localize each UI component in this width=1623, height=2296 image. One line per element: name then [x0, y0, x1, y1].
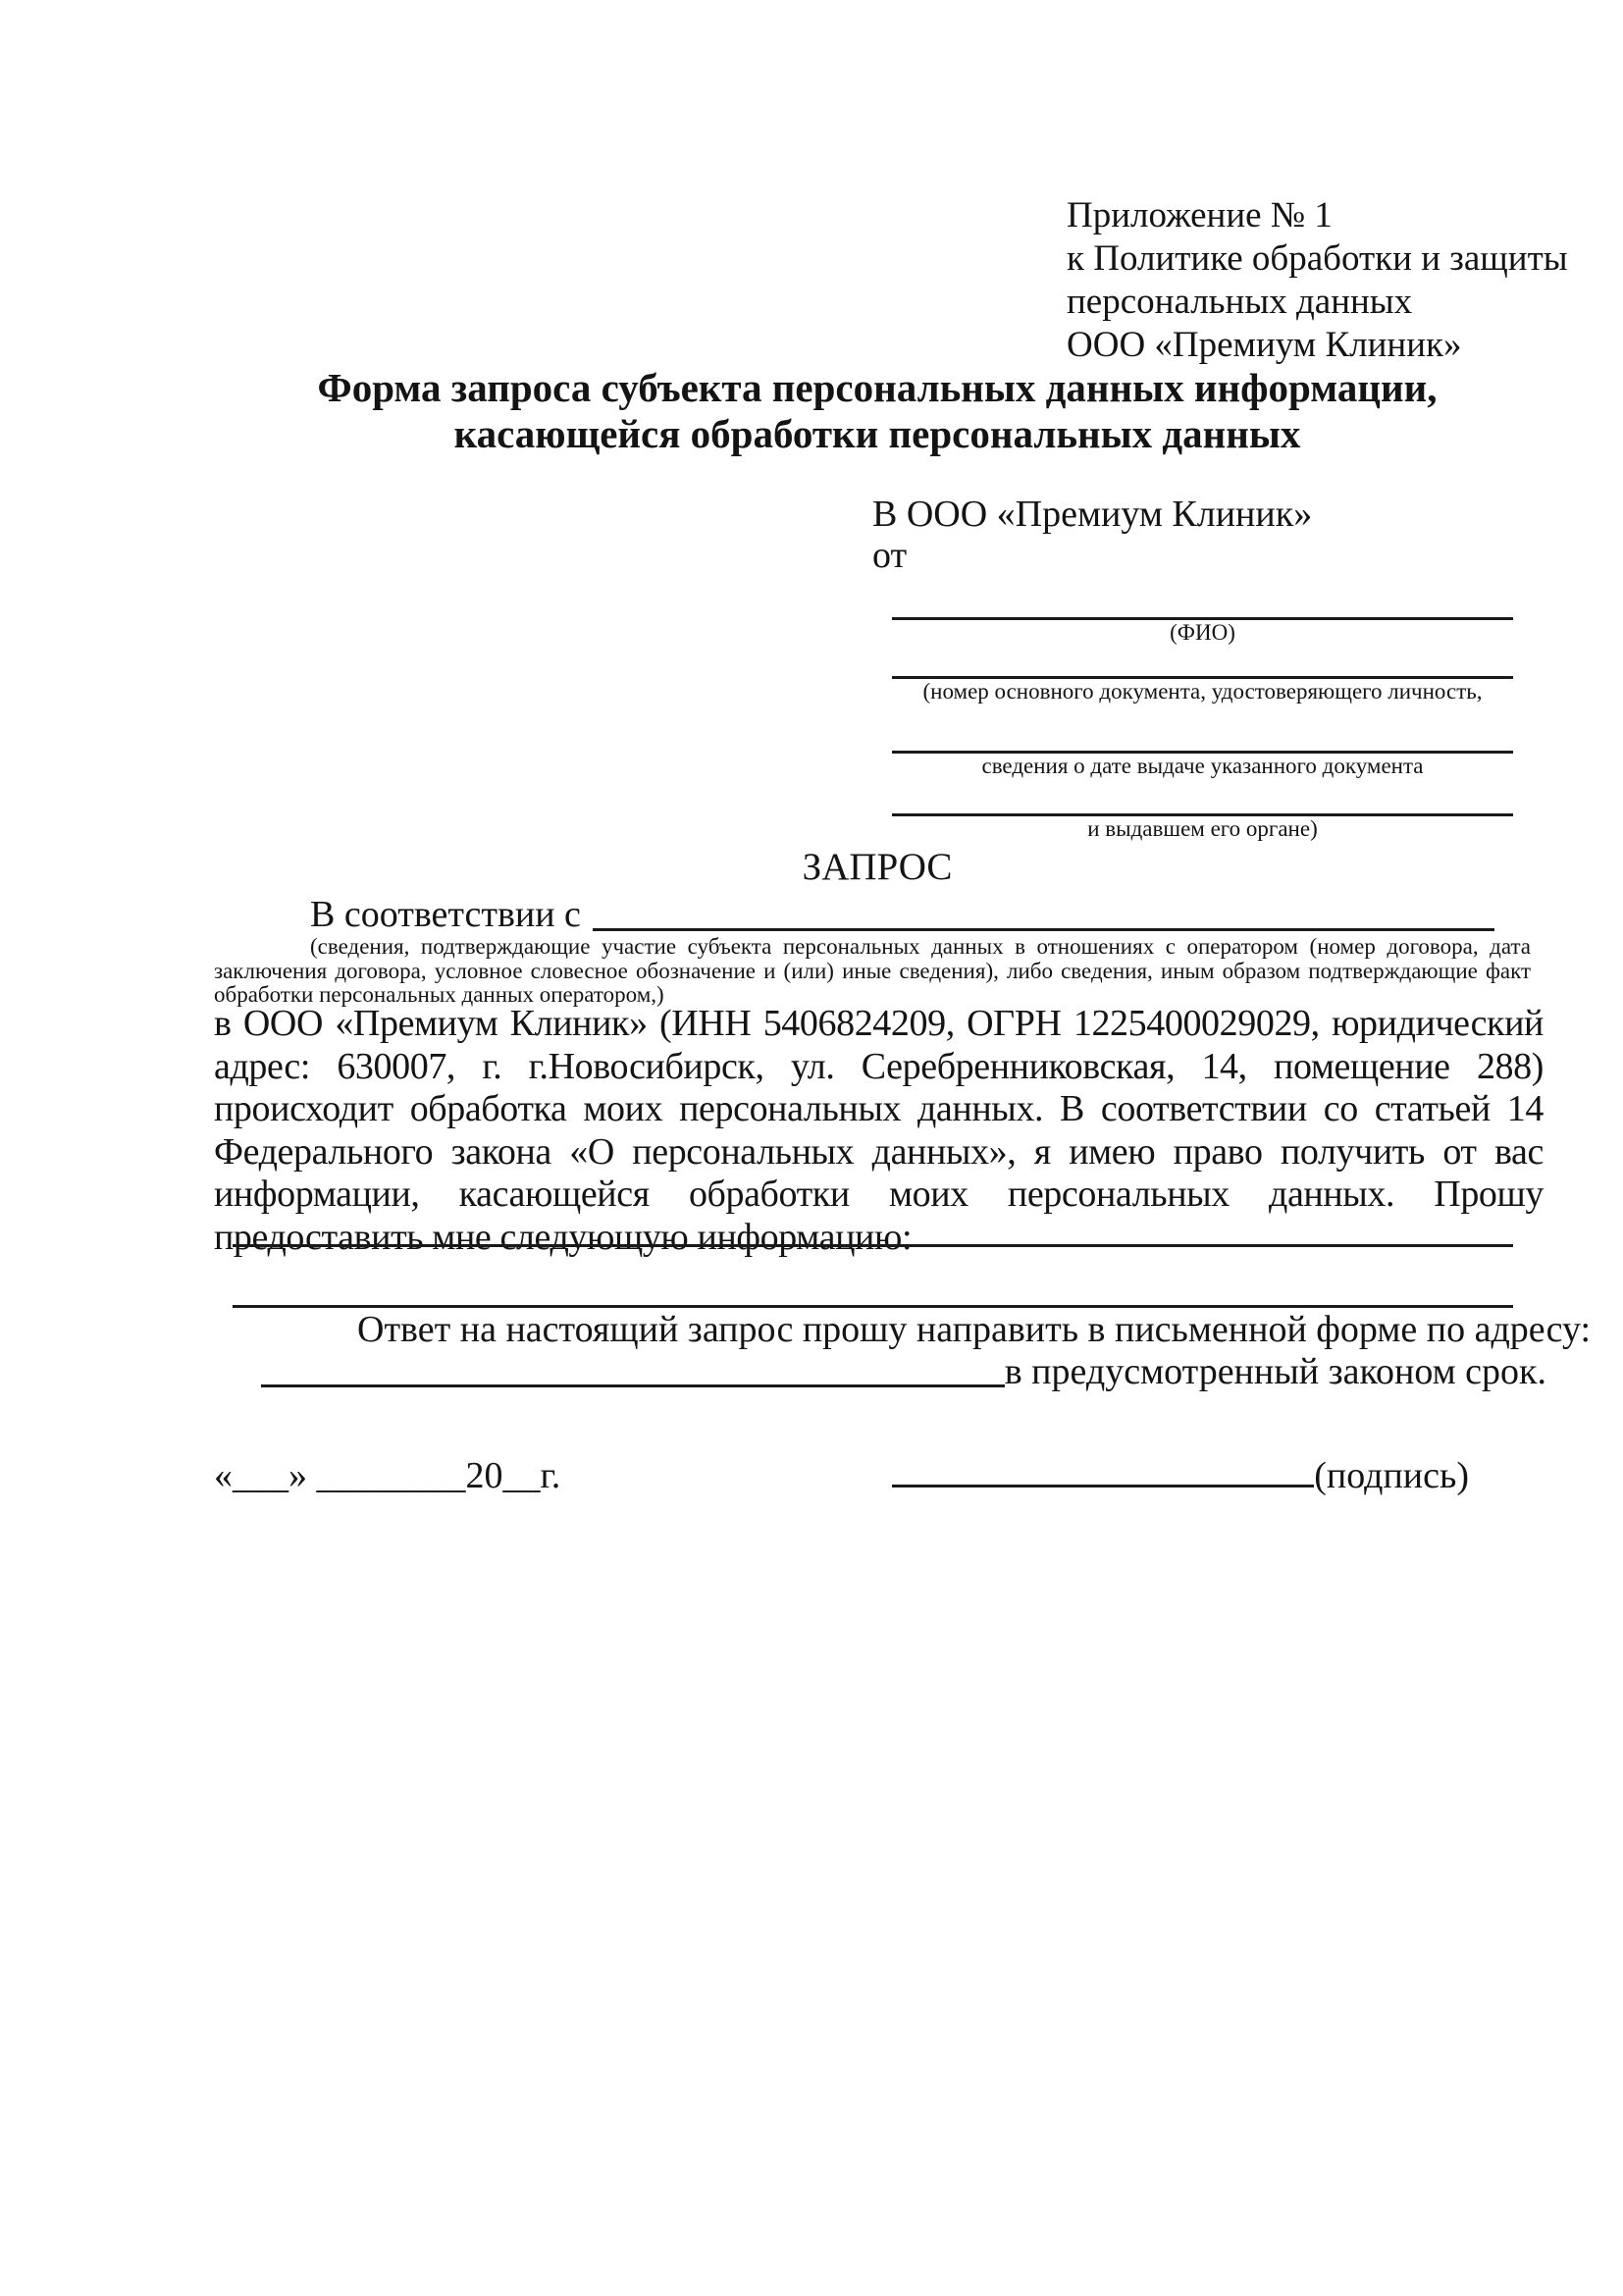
signature-caption: (подпись): [1314, 1455, 1469, 1496]
appendix-line: к Политике обработки и защиты: [1067, 238, 1568, 279]
basis-prefix: В соответствии с: [310, 894, 581, 935]
doc-date-blank-line[interactable]: [892, 704, 1513, 754]
reply-address-row: [261, 1351, 1546, 1393]
doc-issuer-caption: и выдавшем его органе): [1087, 816, 1318, 841]
signature-row: [214, 1454, 1469, 1497]
reply-line: Ответ на настоящий запрос прошу направить в письменной форме по адресу:: [357, 1309, 1592, 1350]
page-title-line-2: касающейся обработки персональных данных: [453, 411, 1301, 456]
appendix-line: ООО «Премиум Клиник»: [1067, 325, 1462, 365]
info-blank-line-2[interactable]: [233, 1305, 1513, 1308]
basis-caption: (сведения, подтверждающие участие субъекта персональных данных в отношениях с оператором (номер договора, дата заключения договора, условное словесное обозначение и (или) иные сведения), либо сведения, иным образом подтверждающие факт обработки персональных данных оператором,): [214, 934, 1531, 1007]
basis-row: [214, 893, 1494, 936]
reply-suffix: в предусмотренный законом срок.: [1004, 1351, 1546, 1392]
addressee-block: [872, 494, 1513, 842]
request-body-paragraph: в ООО «Премиум Клиник» (ИНН 5406824209, ОГРН 1225400029029, юридический адрес: 630007, г. г.Новосибирск, ул. Серебренниковская, 14, помещение 288) происходит обработка моих персональных данных. В соответствии со статьей 14 Федерального закона «О персональных данных», я имею право получить от вас информации, касающейся обработки моих персональных данных. Прошу предоставить мне следующую информацию:: [214, 1003, 1544, 1258]
reply-paragraph: [261, 1309, 1592, 1393]
appendix-line: Приложение № 1: [1067, 195, 1333, 235]
page-title: [214, 365, 1541, 457]
addressee-from-label: от: [872, 535, 908, 576]
page-title-line-1: Форма запроса субъекта персональных данных информации,: [317, 365, 1438, 410]
doc-issuer-blank-line[interactable]: [892, 779, 1513, 816]
doc-date-caption: сведения о дате выдаче указанного документа: [981, 754, 1424, 778]
signature-blank-line[interactable]: [892, 1455, 1314, 1487]
request-heading: ЗАПРОС: [802, 846, 953, 888]
appendix-block: [1067, 194, 1568, 367]
reply-address-blank-line[interactable]: [261, 1384, 1005, 1387]
fio-blank-line[interactable]: [892, 576, 1513, 620]
fio-caption: (ФИО): [1170, 620, 1235, 645]
date-field[interactable]: «___» ________20__г.: [214, 1455, 561, 1496]
signature-group: [892, 1454, 1469, 1497]
doc-number-caption: (номер основного документа, удостоверяющего личность,: [922, 679, 1483, 704]
doc-number-blank-line[interactable]: [892, 646, 1513, 679]
info-blank-line-1[interactable]: [233, 1244, 1513, 1247]
addressee-to: В ООО «Премиум Клиник»: [872, 494, 1313, 535]
appendix-line: персональных данных: [1067, 282, 1413, 322]
basis-blank-line[interactable]: [593, 893, 1494, 931]
